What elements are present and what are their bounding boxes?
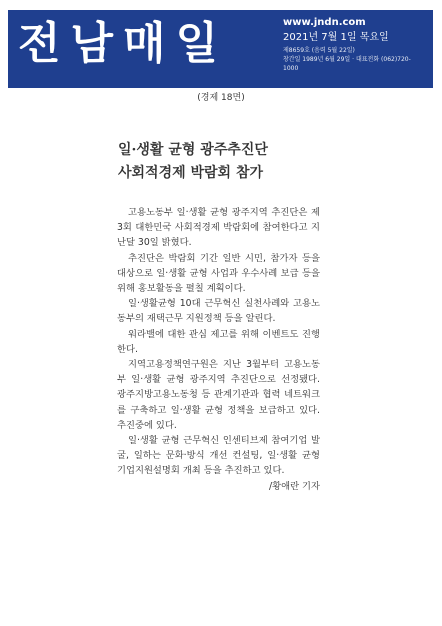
article-paragraph-text: 일·생활 균형 근무혁신 인센티브제 참여기업 발굴, 일하는 문화·방식 개선 컨설팅, 일·생활 균형 기업지원설명회 개최 등을 추진하고 있다. bbox=[117, 435, 320, 477]
article-paragraph: 고용노동부 일·생활 균형 광주지역 추진단은 제3회 대한민국 사회적경제 박람회에 참여한다고 지난달 30일 밝혔다. bbox=[117, 207, 320, 249]
article-paragraph: 일·생활균형 10대 근무혁신 실천사례와 고용노동부의 재택근무 지원정책 등을 알린다. bbox=[117, 298, 320, 325]
byline: /황애란 기자 bbox=[269, 480, 320, 492]
masthead-info bbox=[283, 16, 423, 73]
headline-line-1: 일·생활 균형 광주추진단 bbox=[118, 142, 268, 158]
article-paragraph: 추진단은 박람회 기간 일반 시민, 참가자 등을 대상으로 일·생활 균형 사업과 우수사례 보급 등을 위해 홍보활동을 펼칠 계획이다. bbox=[117, 252, 320, 295]
headline-line-2: 사회적경제 박람회 참가 bbox=[118, 165, 263, 181]
section-source-label: (경제 18면) bbox=[197, 93, 245, 103]
newspaper-logo: 전남매일 bbox=[18, 18, 229, 69]
founded-info: 창간일 1989년 6월 29일 · 대표전화 (062)720-1000 bbox=[283, 56, 411, 72]
issue-date: 2021년 7월 1일 목요일 bbox=[283, 32, 389, 43]
article-paragraph-last bbox=[117, 433, 320, 492]
website-url: www.jndn.com bbox=[283, 17, 366, 28]
article-body bbox=[117, 205, 320, 494]
newspaper-masthead bbox=[8, 10, 433, 88]
article-headline bbox=[118, 139, 358, 185]
issue-number: 제8659호 (음력 5월 22일) bbox=[283, 47, 355, 54]
article-paragraph: 워라밸에 대한 관심 제고를 위해 이벤트도 진행한다. bbox=[117, 328, 320, 355]
article-paragraph: 지역고용정책연구원은 지난 3월부터 고용노동부 일·생활 균형 광주지역 추진단으로 선정됐다. 광주지방고용노동청 등 관계기관과 협력 네트워크를 구축하고 일·생활 균형 정책을 보급하고 있다. 추진중에 있다. bbox=[117, 359, 320, 431]
